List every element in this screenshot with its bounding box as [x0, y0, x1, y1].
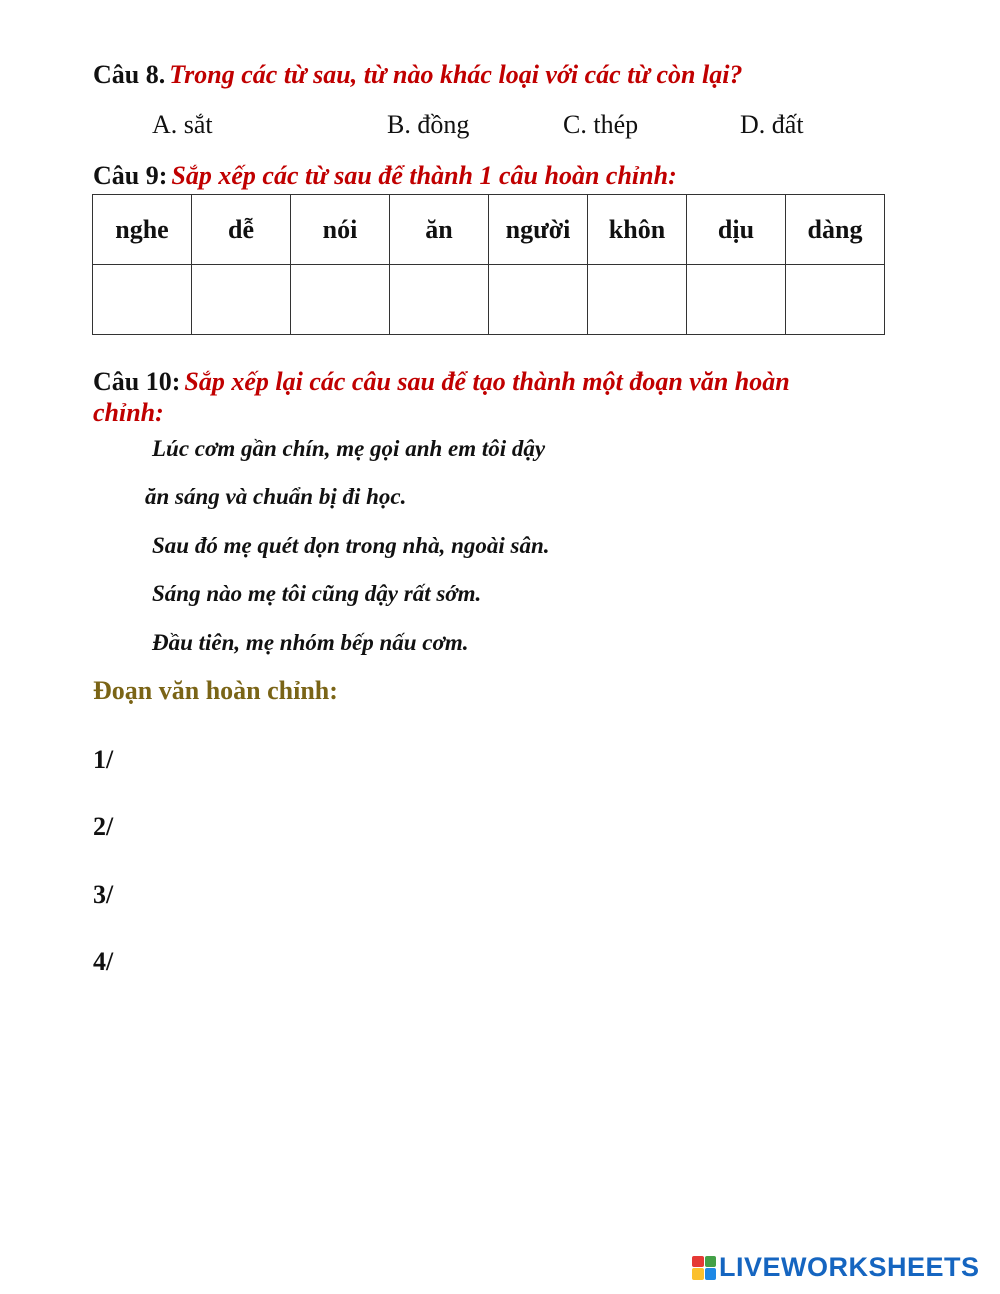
question-10-label: Câu 10: — [93, 367, 181, 396]
question-10 — [93, 367, 790, 397]
option-c[interactable]: C. thép — [563, 110, 639, 139]
answer-drop-cell[interactable] — [390, 265, 489, 335]
answer-number-1: 1/ — [93, 745, 114, 774]
answer-drop-cell[interactable] — [588, 265, 687, 335]
answer-row — [93, 265, 885, 335]
option-b[interactable]: B. đồng — [387, 110, 470, 139]
sentence-5[interactable]: Đầu tiên, mẹ nhóm bếp nấu cơm. — [152, 630, 469, 655]
word-cell[interactable]: dịu — [687, 195, 786, 265]
word-cell[interactable]: khôn — [588, 195, 687, 265]
word-cell[interactable]: ăn — [390, 195, 489, 265]
answer-number-3: 3/ — [93, 880, 114, 909]
option-a[interactable]: A. sắt — [152, 110, 213, 139]
answer-drop-cell[interactable] — [192, 265, 291, 335]
word-row — [93, 195, 885, 265]
answer-drop-cell[interactable] — [786, 265, 885, 335]
question-9-text: Sắp xếp các từ sau để thành 1 câu hoàn chỉnh: — [171, 161, 677, 190]
question-9 — [93, 161, 677, 191]
sentence-2[interactable]: ăn sáng và chuẩn bị đi học. — [145, 484, 407, 509]
question-8-label: Câu 8. — [93, 60, 166, 89]
word-cell[interactable]: nghe — [93, 195, 192, 265]
answer-drop-cell[interactable] — [489, 265, 588, 335]
word-cell[interactable]: người — [489, 195, 588, 265]
answer-drop-cell[interactable] — [291, 265, 390, 335]
liveworksheets-logo-icon — [692, 1256, 716, 1280]
word-table — [92, 194, 885, 335]
question-8-text: Trong các từ sau, từ nào khác loại với các từ còn lại? — [169, 60, 743, 89]
sentence-1[interactable]: Lúc cơm gần chín, mẹ gọi anh em tôi dậy — [152, 436, 546, 461]
answer-drop-cell[interactable] — [93, 265, 192, 335]
sentence-4[interactable]: Sáng nào mẹ tôi cũng dậy rất sớm. — [152, 581, 482, 606]
answer-drop-cell[interactable] — [687, 265, 786, 335]
liveworksheets-logo — [692, 1252, 980, 1283]
word-cell[interactable]: dễ — [192, 195, 291, 265]
question-9-label: Câu 9: — [93, 161, 168, 190]
word-cell[interactable]: dàng — [786, 195, 885, 265]
question-10-text-line2: chỉnh: — [93, 398, 164, 427]
logo-square — [705, 1268, 717, 1280]
answer-heading: Đoạn văn hoàn chỉnh: — [93, 676, 338, 705]
logo-square — [705, 1256, 717, 1268]
answer-number-2: 2/ — [93, 812, 114, 841]
logo-square — [692, 1268, 704, 1280]
liveworksheets-brand-text: LIVEWORKSHEETS — [719, 1252, 980, 1282]
question-8 — [93, 60, 742, 90]
answer-number-4: 4/ — [93, 947, 114, 976]
sentence-3[interactable]: Sau đó mẹ quét dọn trong nhà, ngoài sân. — [152, 533, 550, 558]
logo-square — [692, 1256, 704, 1268]
question-10-text-line1: Sắp xếp lại các câu sau để tạo thành một đoạn văn hoàn — [184, 367, 790, 396]
option-d[interactable]: D. đất — [740, 110, 804, 139]
word-cell[interactable]: nói — [291, 195, 390, 265]
